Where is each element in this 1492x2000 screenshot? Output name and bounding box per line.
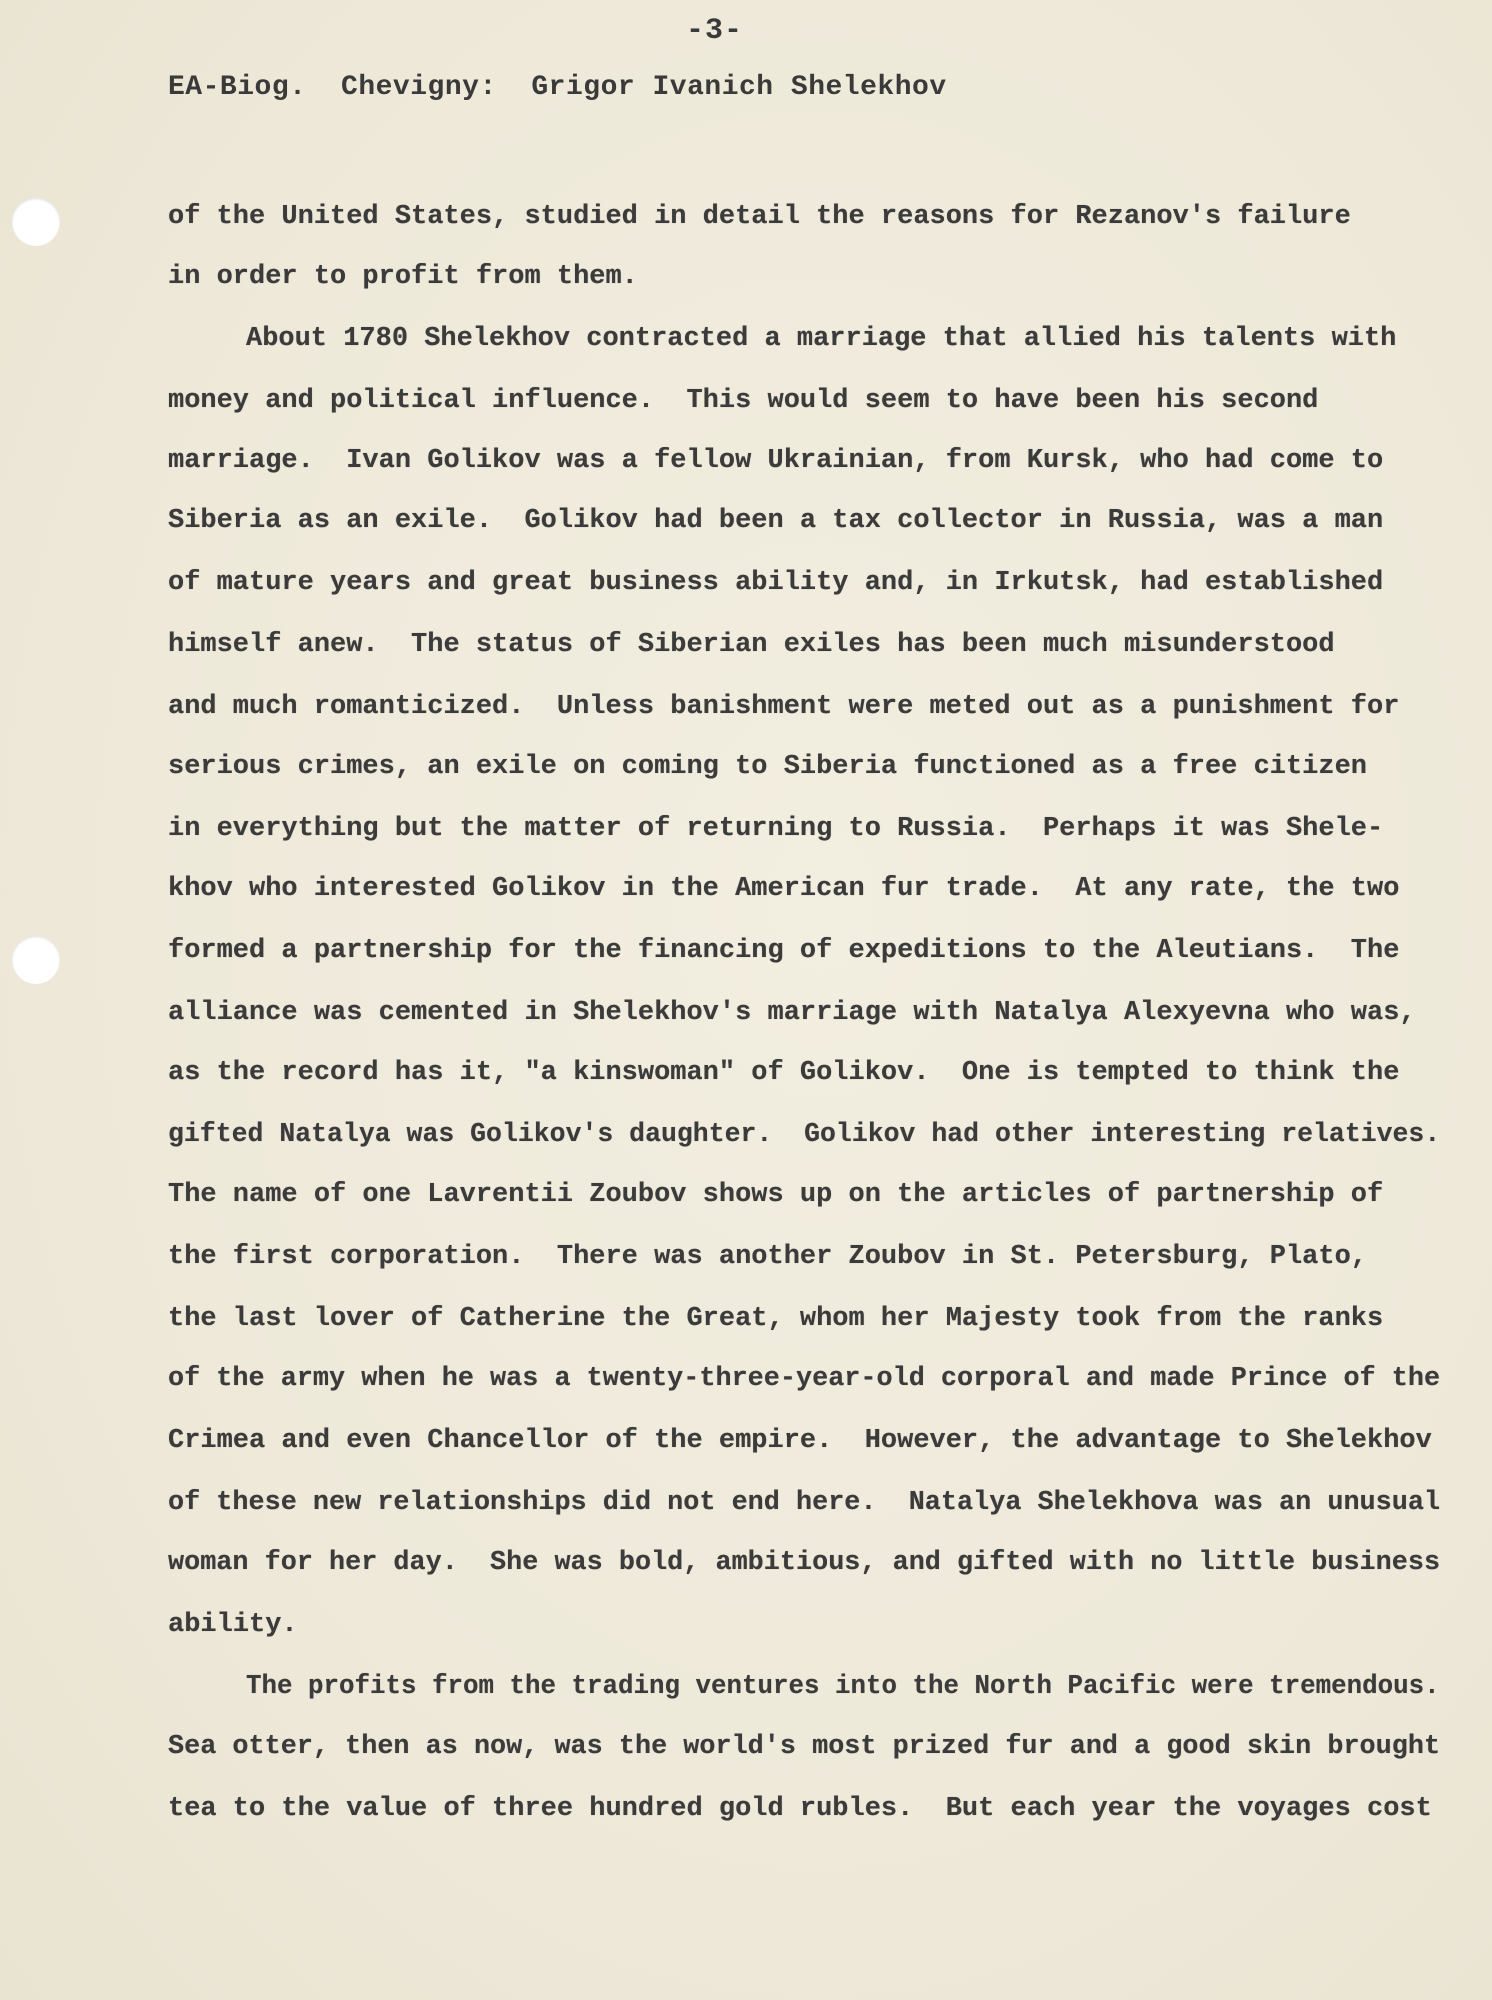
text-line: alliance was cemented in Shelekhov's marriage with Natalya Alexyevna who was, xyxy=(168,998,1416,1028)
text-line: in everything but the matter of returning to Russia. Perhaps it was Shele- xyxy=(168,814,1384,844)
text-line: of the United States, studied in detail the reasons for Rezanov's failure xyxy=(168,202,1351,232)
text-line: money and political influence. This would seem to have been his second xyxy=(168,386,1319,416)
page-number: -3- xyxy=(686,14,744,48)
text-line: marriage. Ivan Golikov was a fellow Ukrainian, from Kursk, who had come to xyxy=(168,446,1384,476)
text-line: Sea otter, then as now, was the world's most prized fur and a good skin brought xyxy=(168,1732,1441,1762)
text-line: The profits from the trading ventures into the North Pacific were tremendous. xyxy=(246,1672,1440,1702)
text-line: and much romanticized. Unless banishment were meted out as a punishment for xyxy=(168,692,1400,722)
text-line: khov who interested Golikov in the American fur trade. At any rate, the two xyxy=(168,874,1400,904)
text-line: Siberia as an exile. Golikov had been a tax collector in Russia, was a man xyxy=(168,506,1384,536)
text-line: himself anew. The status of Siberian exiles has been much misunderstood xyxy=(168,630,1335,660)
text-line: in order to profit from them. xyxy=(168,262,638,292)
text-line: of the army when he was a twenty-three-year-old corporal and made Prince of the xyxy=(168,1364,1441,1394)
text-line: of these new relationships did not end here. Natalya Shelekhova was an unusual xyxy=(168,1488,1441,1518)
text-line: Crimea and even Chancellor of the empire. However, the advantage to Shelekhov xyxy=(168,1426,1432,1456)
text-line: The name of one Lavrentii Zoubov shows up on the articles of partnership of xyxy=(168,1180,1384,1210)
text-line: the first corporation. There was another Zoubov in St. Petersburg, Plato, xyxy=(168,1242,1367,1272)
text-line: gifted Natalya was Golikov's daughter. Golikov had other interesting relatives. xyxy=(168,1120,1441,1150)
text-line: woman for her day. She was bold, ambitious, and gifted with no little business xyxy=(168,1548,1441,1578)
text-line: tea to the value of three hundred gold rubles. But each year the voyages cost xyxy=(168,1794,1432,1824)
text-line: ability. xyxy=(168,1610,298,1640)
text-line: formed a partnership for the financing of expeditions to the Aleutians. The xyxy=(168,936,1400,966)
text-line: of mature years and great business ability and, in Irkutsk, had established xyxy=(168,568,1384,598)
text-line: About 1780 Shelekhov contracted a marriage that allied his talents with xyxy=(246,324,1397,354)
document-header: EA-Biog. Chevigny: Grigor Ivanich Shelekhov xyxy=(168,72,947,103)
text-line: as the record has it, "a kinswoman" of Golikov. One is tempted to think the xyxy=(168,1058,1400,1088)
punch-hole xyxy=(12,198,60,246)
punch-hole xyxy=(12,936,60,984)
text-line: serious crimes, an exile on coming to Siberia functioned as a free citizen xyxy=(168,752,1367,782)
text-line: the last lover of Catherine the Great, whom her Majesty took from the ranks xyxy=(168,1304,1384,1334)
